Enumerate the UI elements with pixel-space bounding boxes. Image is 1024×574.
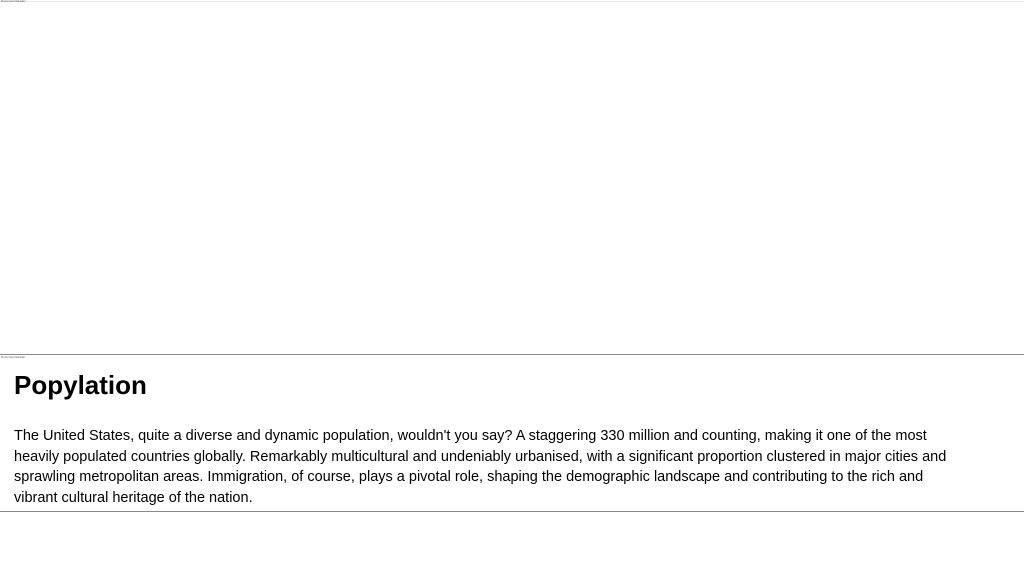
top-divider — [0, 1, 1024, 2]
section-body-text: The United States, quite a diverse and dynamic population, wouldn't you say? A staggering 330 million and counting, making it one of the most heavily populated countries globally. Remarkably multicultural and undeniably urbanised, with a significant proportion clustered in major cities and sprawling metropolitan areas. Immigration, of course, plays a pivotal role, shaping the demographic landscape and contributing to the rich and vibrant cultural heritage of the nation. — [14, 428, 947, 506]
section-heading: Popylation — [14, 370, 147, 400]
section-top-divider — [0, 354, 1024, 355]
header-caption: Document Reader — [1, 0, 26, 3]
section-caption: Document Reader — [1, 355, 26, 359]
section-bottom-divider — [0, 511, 1024, 512]
